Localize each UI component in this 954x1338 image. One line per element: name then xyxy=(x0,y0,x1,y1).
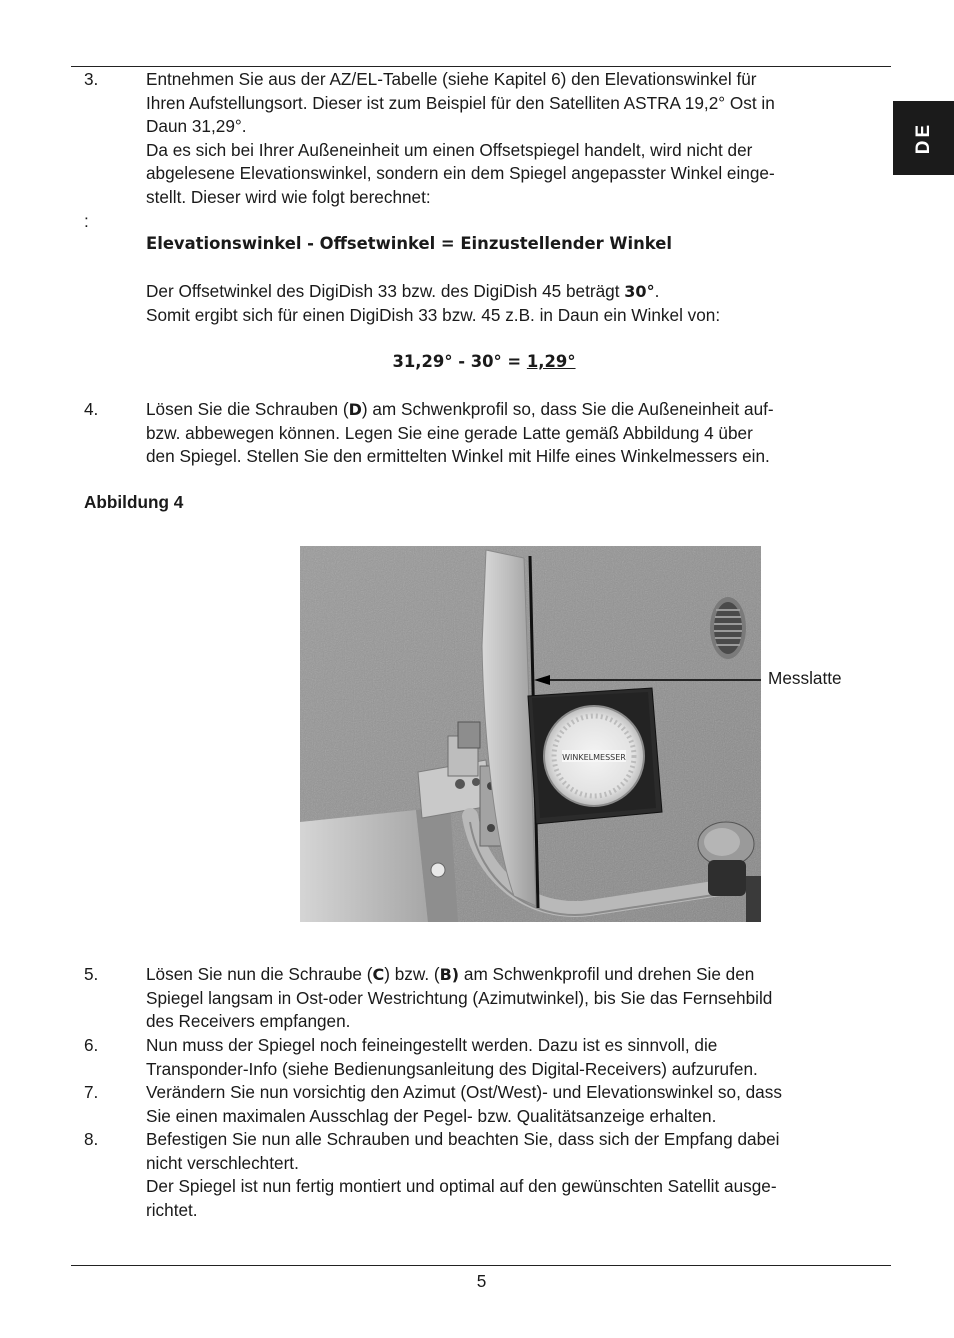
screw-ref-c: C xyxy=(372,965,385,984)
top-rule xyxy=(71,66,891,67)
step-number: 7. xyxy=(84,1082,99,1102)
step-3-line: Entnehmen Sie aus der AZ/EL-Tabelle (siehe Kapitel 6) den Elevationswinkel für xyxy=(146,69,757,89)
step-4 xyxy=(84,398,884,469)
step-number: 8. xyxy=(84,1129,99,1149)
step-number: 4. xyxy=(84,399,99,419)
protractor-label: WINKELMESSER xyxy=(562,753,626,762)
step-7 xyxy=(84,1081,884,1128)
step-6-line: Nun muss der Spiegel noch feineingestellt werden. Dazu ist es sinnvoll, die xyxy=(146,1035,718,1055)
step-5-line: Spiegel langsam in Ost-oder Westrichtung (Azimutwinkel), bis Sie das Fernsehbild xyxy=(146,987,773,1008)
calc-result: 1,29° xyxy=(526,352,576,371)
language-tab xyxy=(893,101,954,175)
step-5-text: ) bzw. ( xyxy=(384,964,440,984)
step-4-line: den Spiegel. Stellen Sie den ermittelten Winkel mit Hilfe eines Winkelmessers ein. xyxy=(146,446,770,466)
step-8-line: nicht verschlechtert. xyxy=(146,1152,299,1173)
step-3-line: Ihren Aufstellungsort. Dieser ist zum Beispiel für den Satelliten ASTRA 19,2° Ost in xyxy=(146,92,775,113)
step-3-line: Daun 31,29°. xyxy=(146,116,247,136)
offset-line xyxy=(146,280,886,304)
offset-paragraph xyxy=(146,280,886,327)
step-8-line: Der Spiegel ist nun fertig montiert und optimal auf den gewünschten Satellit ausge- xyxy=(146,1176,777,1196)
messlatte-label: Messlatte xyxy=(768,668,842,688)
protractor xyxy=(528,688,662,824)
offset-text: Der Offsetwinkel des DigiDish 33 bzw. des DigiDish 45 beträgt xyxy=(146,281,625,301)
figure-illustration xyxy=(300,546,761,922)
screw-ref-d: D xyxy=(348,400,362,419)
step-7-line: Verändern Sie nun vorsichtig den Azimut (Ost/West)- und Elevationswinkel so, dass xyxy=(146,1082,782,1102)
step-8 xyxy=(84,1128,884,1222)
step-4-line xyxy=(146,398,884,422)
step-3-line: abgelesene Elevationswinkel, sondern ein dem Spiegel angepasster Winkel einge- xyxy=(146,163,775,183)
step-3 xyxy=(84,68,884,209)
step-6 xyxy=(84,1034,884,1081)
stray-colon: : xyxy=(84,211,89,231)
language-tab-label: DE xyxy=(912,121,934,155)
figure-photo xyxy=(300,546,761,922)
step-8-line: Befestigen Sie nun alle Schrauben und beachten Sie, dass sich der Empfang dabei xyxy=(146,1129,780,1149)
figure-caption: Abbildung 4 xyxy=(84,492,184,512)
step-4-line: bzw. abbewegen können. Legen Sie eine gerade Latte gemäß Abbildung 4 über xyxy=(146,422,753,443)
step-number: 5. xyxy=(84,964,99,984)
step-number: 6. xyxy=(84,1035,99,1055)
step-7-line: Sie einen maximalen Ausschlag der Pegel- bzw. Qualitätsanzeige erhalten. xyxy=(146,1105,717,1126)
vent-grille xyxy=(710,597,746,659)
step-3-line: stellt. Dieser wird wie folgt berechnet: xyxy=(146,186,431,207)
step-4-text: Lösen Sie die Schrauben ( xyxy=(146,399,349,419)
result-line: Somit ergibt sich für einen DigiDish 33 bzw. 45 z.B. in Daun ein Winkel von: xyxy=(146,304,721,325)
angle-calculation xyxy=(146,350,822,374)
step-5-line xyxy=(146,963,884,987)
angle-formula: Elevationswinkel - Offsetwinkel = Einzustellender Winkel xyxy=(146,234,672,253)
screw-ref-b: B) xyxy=(439,965,460,984)
step-number: 3. xyxy=(84,69,99,89)
step-8-line: richtet. xyxy=(146,1199,198,1220)
step-5-text: Lösen Sie nun die Schraube ( xyxy=(146,964,373,984)
step-5-text: am Schwenkprofil und drehen Sie den xyxy=(459,964,755,984)
step-5 xyxy=(84,963,884,1034)
offset-value: 30° xyxy=(624,282,655,301)
step-3-line: Da es sich bei Ihrer Außeneinheit um einen Offsetspiegel handelt, wird nicht der xyxy=(146,139,753,160)
bottom-rule xyxy=(71,1265,891,1266)
step-4-text: ) am Schwenkprofil so, dass Sie die Außeneinheit auf- xyxy=(361,399,774,419)
offset-end: . xyxy=(654,281,660,301)
calc-prefix: 31,29° - 30° = xyxy=(392,352,527,371)
step-5-line: des Receivers empfangen. xyxy=(146,1011,351,1031)
step-6-line: Transponder-Info (siehe Bedienungsanleitung des Digital-Receivers) aufzurufen. xyxy=(146,1058,758,1079)
page-number: 5 xyxy=(476,1271,487,1291)
